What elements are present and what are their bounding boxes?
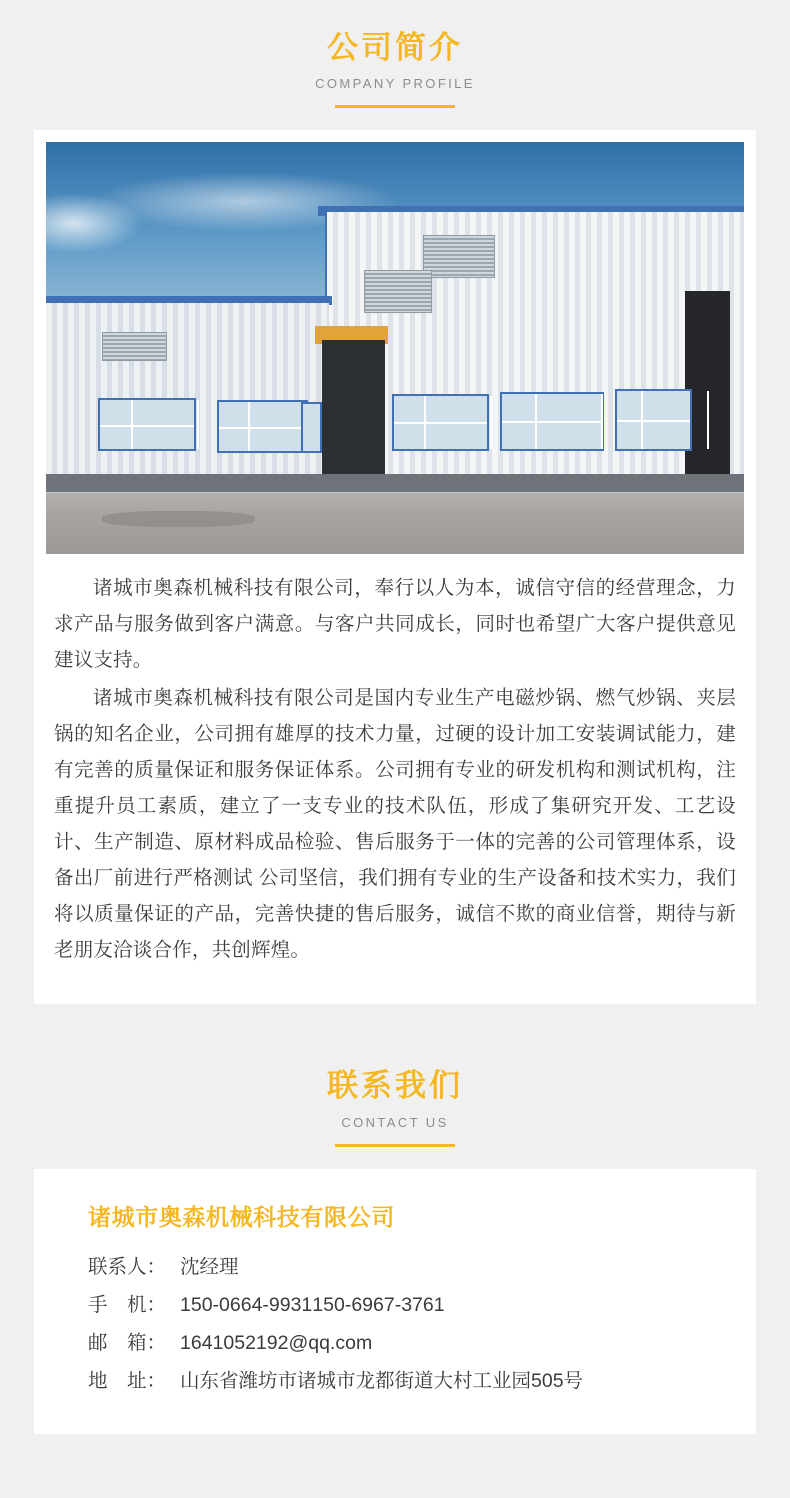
contact-row-mobile bbox=[88, 1286, 756, 1324]
photo-ground bbox=[46, 493, 744, 555]
contact-company-name: 诸城市奥森机械科技有限公司 bbox=[88, 1203, 395, 1230]
contact-value-address: 山东省潍坊市诸城市龙都街道大村工业园505号 bbox=[180, 1369, 584, 1392]
profile-title-en: COMPANY PROFILE bbox=[315, 76, 475, 92]
contact-card bbox=[34, 1169, 756, 1434]
contact-label-mobile: 手 机： bbox=[88, 1293, 167, 1316]
photo-main-entrance bbox=[322, 340, 385, 484]
photo-window bbox=[301, 402, 322, 454]
factory-building-photo bbox=[46, 142, 744, 554]
contact-value-email[interactable]: 1641052192@qq.com bbox=[180, 1331, 373, 1354]
photo-vent bbox=[102, 332, 167, 361]
contact-row-email bbox=[88, 1324, 756, 1362]
photo-left-building bbox=[46, 303, 329, 484]
profile-section-heading bbox=[0, 0, 790, 108]
contact-section-heading bbox=[0, 1038, 790, 1146]
photo-window bbox=[615, 389, 692, 451]
photo-side-entrance bbox=[685, 291, 730, 485]
contact-value-mobile-2[interactable]: 150-6967-3761 bbox=[312, 1293, 445, 1316]
contact-title-en: CONTACT US bbox=[341, 1114, 449, 1130]
photo-wall-base bbox=[46, 474, 744, 493]
profile-title-cn: 公司简介 bbox=[327, 30, 463, 65]
contact-row-person bbox=[88, 1248, 756, 1286]
photo-vent bbox=[423, 235, 495, 278]
photo-window bbox=[500, 392, 605, 452]
photo-window bbox=[98, 398, 196, 452]
contact-row-address bbox=[88, 1362, 756, 1400]
profile-title-divider bbox=[335, 105, 455, 108]
photo-vent bbox=[364, 270, 432, 313]
profile-card bbox=[34, 130, 756, 1004]
photo-window bbox=[217, 400, 308, 454]
section-spacer bbox=[0, 1004, 790, 1038]
contact-value-mobile-1[interactable]: 150-0664-9931 bbox=[180, 1293, 313, 1316]
contact-title-divider bbox=[335, 1144, 455, 1147]
profile-text-body bbox=[34, 554, 756, 1004]
contact-label-address: 地 址： bbox=[88, 1369, 167, 1392]
contact-title-cn: 联系我们 bbox=[327, 1068, 463, 1104]
contact-label-person: 联系人： bbox=[88, 1255, 167, 1278]
photo-ground-patch bbox=[102, 511, 256, 527]
profile-photo-wrapper bbox=[34, 130, 756, 554]
profile-paragraph-1: 诸城市奥森机械科技有限公司，奉行以人为本，诚信守信的经营理念，力求产品与服务做到客户满意。与客户共同成长，同时也希望广大客户提供意见建议支持。 bbox=[54, 577, 736, 672]
profile-paragraph-2: 诸城市奥森机械科技有限公司是国内专业生产电磁炒锅、燃气炒锅、夹层锅的知名企业，公司拥有雄厚的技术力量，过硬的设计加工安装调试能力，建有完善的质量保证和服务保证体系。公司拥有专业的研发机构和测试机构，注重提升员工素质，建立了一支专业的技术队伍，形成了集研究开发、工艺设计、生产制造、原材料成品检验、售后服务于一体的完善的公司管理体系，设备出厂前进行严格测试 公司坚信，我们拥有专业的生产设备和技术实力，我们将以质量保证的产品，完善快捷的售后服务，诚信不欺的商业信誉，期待与新老朋友洽谈合作，共创辉煌。 bbox=[54, 687, 736, 962]
contact-value-person: 沈经理 bbox=[180, 1255, 239, 1278]
photo-window bbox=[392, 394, 490, 452]
contact-label-email: 邮 箱： bbox=[88, 1331, 167, 1354]
